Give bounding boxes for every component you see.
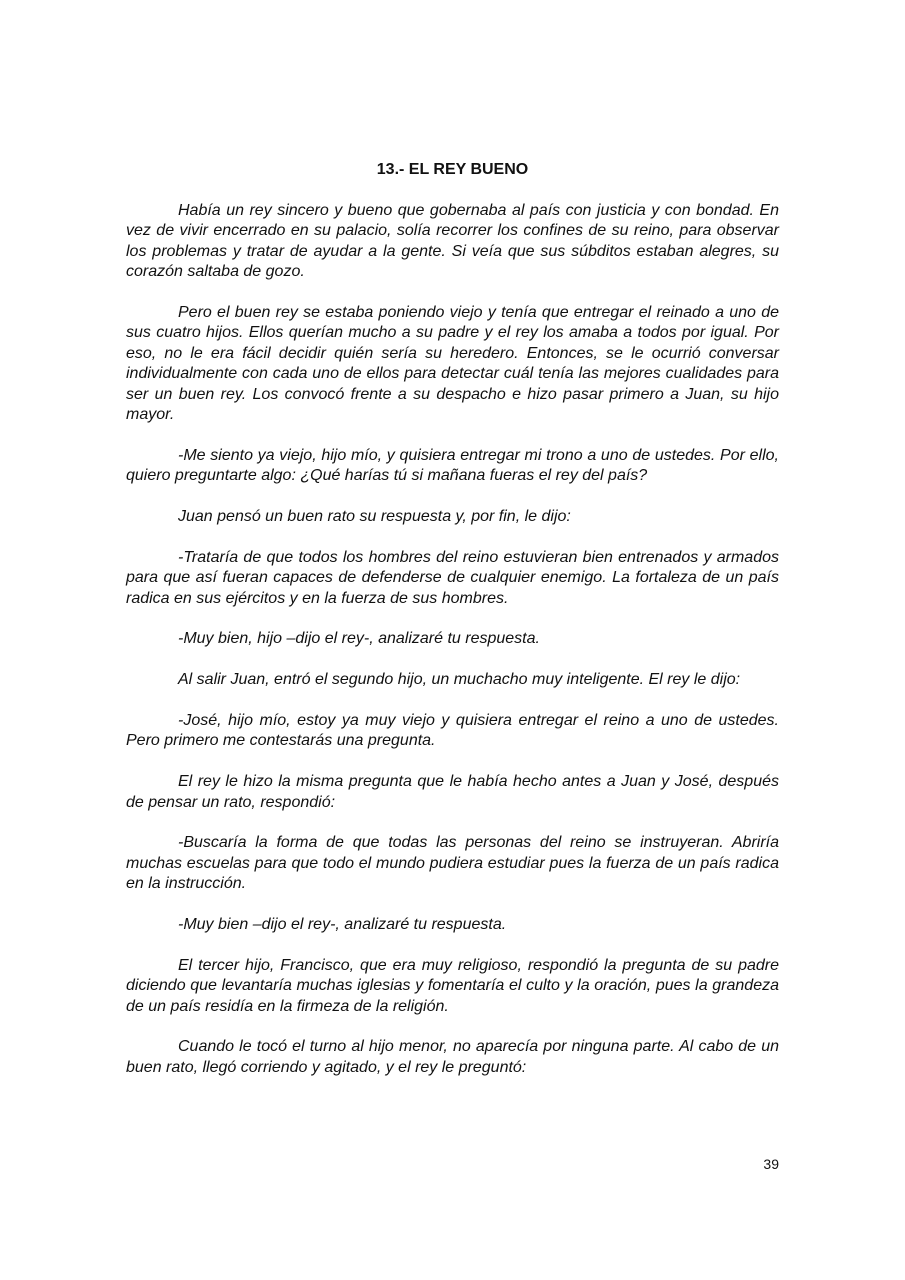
paragraph: El rey le hizo la misma pregunta que le había hecho antes a Juan y José, después de pensar un rato, respondió: [126,773,779,811]
paragraph: -Trataría de que todos los hombres del reino estuvieran bien entrenados y armados para que así fueran capaces de defenderse de cualquier enemigo. La fortaleza de un país radica en sus ejércitos y en la fuerza de sus hombres. [126,548,779,607]
body-text [126,201,779,1099]
paragraph: -Buscaría la forma de que todas las personas del reino se instruyeran. Abriría muchas escuelas para que todo el mundo pudiera estudiar pues la fuerza de un país radica en la instrucción. [126,834,779,893]
paragraph: -Muy bien –dijo el rey-, analizaré tu respuesta. [178,916,507,934]
paragraph: Cuando le tocó el turno al hijo menor, no aparecía por ninguna parte. Al cabo de un buen rato, llegó corriendo y agitado, y el rey le preguntó: [126,1038,779,1076]
paragraph: -José, hijo mío, estoy ya muy viejo y quisiera entregar el reino a uno de ustedes. Pero primero me contestarás una pregunta. [126,712,779,750]
paragraph: Al salir Juan, entró el segundo hijo, un muchacho muy inteligente. El rey le dijo: [178,671,741,689]
paragraph: Había un rey sincero y bueno que gobernaba al país con justicia y con bondad. En vez de vivir encerrado en su palacio, solía recorrer los confines de su reino, para observar los problemas y tratar de ayudar a la gente. Si veía que sus súbditos estaban alegres, su corazón saltaba de gozo. [126,202,779,281]
paragraph: -Muy bien, hijo –dijo el rey-, analizaré tu respuesta. [178,630,540,648]
paragraph: Juan pensó un buen rato su respuesta y, por fin, le dijo: [178,508,571,526]
paragraph: Pero el buen rey se estaba poniendo viejo y tenía que entregar el reinado a uno de sus cuatro hijos. Ellos querían mucho a su padre y el rey los amaba a todos por igual. Por eso, no le era fácil decidir quién sería su heredero. Entonces, se le ocurrió conversar individualmente con cada uno de ellos para detectar cuál tenía las mejores cualidades para ser un buen rey. Los convocó frente a su despacho e hizo pasar primero a Juan, su hijo mayor. [126,304,779,424]
page-number: 39 [763,1156,779,1172]
paragraph: El tercer hijo, Francisco, que era muy religioso, respondió la pregunta de su padre diciendo que levantaría muchas iglesias y fomentaría el culto y la oración, pues la grandeza de un país residía en la firmeza de la religión. [126,956,779,1015]
paragraph: -Me siento ya viejo, hijo mío, y quisiera entregar mi trono a uno de ustedes. Por ello, quiero preguntarte algo: ¿Qué harías tú si mañana fueras el rey del país? [126,446,779,485]
chapter-title: 13.- EL REY BUENO [376,161,529,178]
